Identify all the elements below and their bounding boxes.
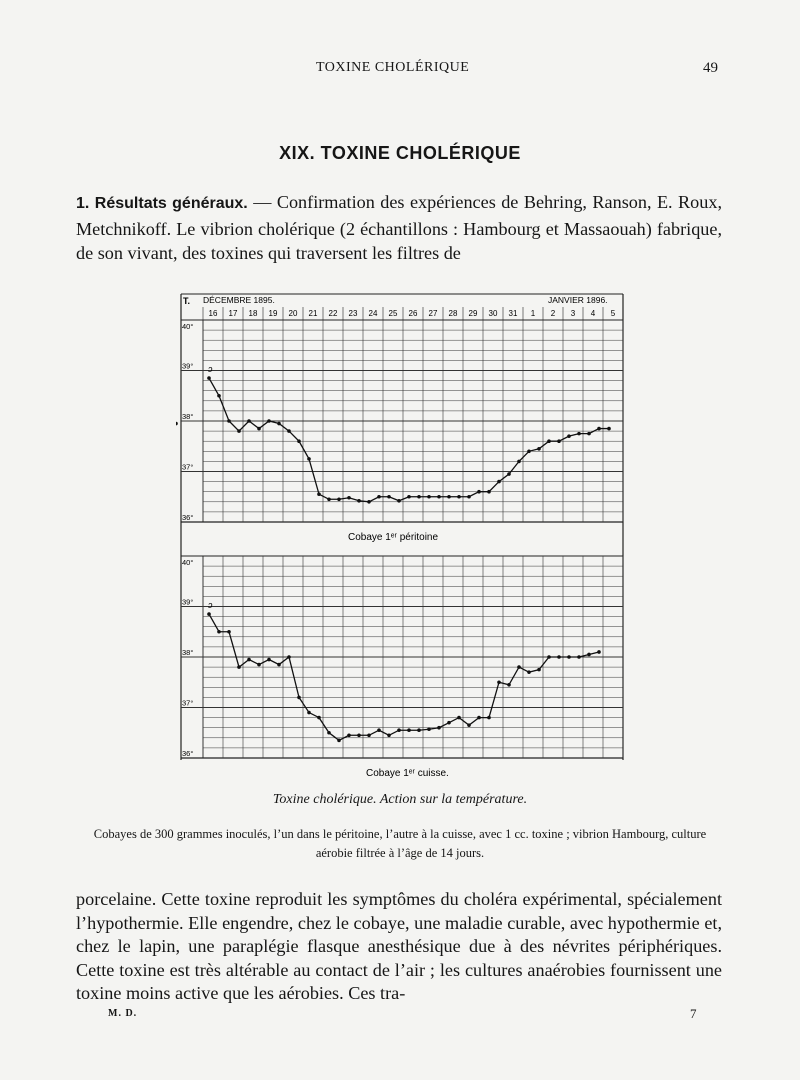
data-point xyxy=(547,655,551,659)
data-point xyxy=(317,716,321,720)
injection-marker: ↄ xyxy=(208,600,213,611)
data-point xyxy=(277,663,281,667)
data-point xyxy=(547,439,551,443)
data-point xyxy=(427,495,431,499)
day-label: 3 xyxy=(570,309,576,318)
data-point xyxy=(457,716,461,720)
data-point xyxy=(397,499,401,503)
day-label: 20 xyxy=(288,309,298,318)
y-tick-label: 40° xyxy=(182,322,194,331)
data-point xyxy=(407,728,411,732)
day-label: 23 xyxy=(348,309,358,318)
data-point xyxy=(427,727,431,731)
data-point xyxy=(587,653,591,657)
data-point xyxy=(447,495,451,499)
data-point xyxy=(347,496,351,500)
y-tick-label: 38° xyxy=(182,648,194,657)
data-point xyxy=(257,427,261,431)
data-point xyxy=(507,472,511,476)
data-point xyxy=(297,696,301,700)
data-point xyxy=(577,655,581,659)
paragraph-2: porcelaine. Cette toxine reproduit les symptômes du choléra expérimental, spécialement l’hypothermie. Elle engendre, chez le cobaye, une maladie curable, avec hypothermie et, chez le lapin, une paraplégie flasque anesthésique due à des névrites périphériques. Cette toxine est très altérable au contact de l’air ; les cultures anaérobies fournissent une toxine moins active que les aérobies. Ces tra- xyxy=(76,889,722,1004)
data-point xyxy=(307,457,311,461)
day-label: 19 xyxy=(268,309,278,318)
data-point xyxy=(537,668,541,672)
chart-2-label: Cobaye 1ᵉʳ cuisse. xyxy=(366,768,449,779)
chart-1-label: Cobaye 1ᵉʳ péritoine xyxy=(348,532,439,543)
data-point xyxy=(237,429,241,433)
data-point xyxy=(317,492,321,496)
data-point xyxy=(227,630,231,634)
data-point xyxy=(447,721,451,725)
data-point xyxy=(267,658,271,662)
day-label: 29 xyxy=(468,309,478,318)
data-point xyxy=(337,739,341,743)
month-label-january: JANVIER 1896. xyxy=(548,295,608,305)
data-point xyxy=(587,432,591,436)
data-point xyxy=(537,447,541,451)
data-point xyxy=(517,665,521,669)
data-point xyxy=(357,733,361,737)
data-point xyxy=(457,495,461,499)
data-point xyxy=(377,495,381,499)
data-point xyxy=(297,439,301,443)
day-label: 18 xyxy=(248,309,258,318)
day-label: 4 xyxy=(590,309,596,318)
figure-caption-body: Cobayes de 300 grammes inoculés, l’un dans le péritoine, l’autre à la cuisse, avec 1 cc. toxine ; vibrion Hambourg, culture aérobie filtrée à l’âge de 14 jours. xyxy=(93,827,707,860)
data-point xyxy=(467,723,471,727)
data-point xyxy=(387,495,391,499)
y-tick-label: 37° xyxy=(182,698,194,708)
printer-signature: M. D. xyxy=(108,1008,138,1019)
data-point xyxy=(437,495,441,499)
data-point xyxy=(217,394,221,398)
data-point xyxy=(597,650,601,654)
data-point xyxy=(477,716,481,720)
day-label: 16 xyxy=(208,309,218,318)
data-point xyxy=(327,497,331,501)
day-label: 24 xyxy=(368,309,378,318)
data-point xyxy=(527,670,531,674)
chart-cuisse xyxy=(181,556,623,758)
data-point xyxy=(337,497,341,501)
data-point xyxy=(367,500,371,504)
day-label: 28 xyxy=(448,309,458,318)
data-point xyxy=(527,450,531,454)
data-point xyxy=(417,495,421,499)
data-point xyxy=(607,427,611,431)
day-label: 22 xyxy=(328,309,338,318)
data-point xyxy=(487,716,491,720)
data-point xyxy=(207,376,211,380)
data-point xyxy=(227,419,231,423)
y-tick-label: 39° xyxy=(182,597,194,607)
month-label-december: DÉCEMBRE 1895. xyxy=(203,295,275,305)
data-point xyxy=(557,439,561,443)
data-point xyxy=(367,733,371,737)
data-point xyxy=(357,499,361,503)
data-point xyxy=(467,495,471,499)
data-point xyxy=(247,419,251,423)
data-point xyxy=(207,612,211,616)
chart-header xyxy=(181,294,623,760)
data-point xyxy=(577,432,581,436)
data-point xyxy=(237,665,241,669)
y-tick-label: 36° xyxy=(182,513,194,522)
day-label: 31 xyxy=(508,309,518,318)
temperature-axis-header: T. xyxy=(183,296,191,306)
data-point xyxy=(497,680,501,684)
day-label: 17 xyxy=(228,309,238,318)
data-point xyxy=(567,434,571,438)
data-point xyxy=(307,711,311,715)
data-point xyxy=(517,460,521,464)
day-label: 27 xyxy=(428,309,438,318)
data-point xyxy=(287,429,291,433)
y-tick-label: 38° xyxy=(182,412,194,421)
y-tick-label: 36° xyxy=(182,749,194,758)
chart-peritoine xyxy=(176,320,623,522)
data-point xyxy=(557,655,561,659)
data-point xyxy=(497,480,501,484)
data-point xyxy=(507,683,511,687)
section-title: XIX. TOXINE CHOLÉRIQUE xyxy=(279,143,521,163)
data-point xyxy=(176,422,178,426)
y-tick-label: 40° xyxy=(182,558,194,567)
data-point xyxy=(247,658,251,662)
data-point xyxy=(277,422,281,426)
y-tick-label: 37° xyxy=(182,462,194,472)
day-label: 30 xyxy=(488,309,498,318)
data-point xyxy=(257,663,261,667)
data-point xyxy=(217,630,221,634)
day-label: 21 xyxy=(308,309,318,318)
temperature-chart-figure xyxy=(176,290,628,780)
data-point xyxy=(397,728,401,732)
data-point xyxy=(347,733,351,737)
data-point xyxy=(487,490,491,494)
page-number: 49 xyxy=(703,60,718,76)
data-point xyxy=(287,655,291,659)
injection-marker: ↄ xyxy=(208,364,213,375)
day-label: 25 xyxy=(388,309,398,318)
data-point xyxy=(477,490,481,494)
data-point xyxy=(417,728,421,732)
running-head-title: TOXINE CHOLÉRIQUE xyxy=(316,60,470,75)
paragraph-number: 1. xyxy=(76,195,90,212)
data-point xyxy=(267,419,271,423)
paragraph-1 xyxy=(76,190,722,266)
day-label: 5 xyxy=(610,309,616,318)
data-point xyxy=(327,731,331,735)
running-head xyxy=(0,60,800,82)
data-point xyxy=(437,726,441,730)
day-label: 26 xyxy=(408,309,418,318)
day-label: 2 xyxy=(550,309,556,318)
y-tick-label: 39° xyxy=(182,361,194,371)
figure-caption-title: Toxine cholérique. Action sur la température. xyxy=(272,792,528,807)
data-point xyxy=(407,495,411,499)
data-point xyxy=(387,733,391,737)
data-point xyxy=(597,427,601,431)
data-point xyxy=(567,655,571,659)
paragraph-1-text: — Confirmation des expériences de Behring, Ranson, E. Roux, Metchnikoff. Le vibrion cholérique (2 échantillons : Hambourg et Massaouah) fabrique, de son vivant, des toxines qui traversent les filtres de xyxy=(76,192,723,263)
sheet-number: 7 xyxy=(690,1006,697,1021)
data-point xyxy=(377,728,381,732)
day-label: 1 xyxy=(530,309,536,318)
paragraph-heading: Résultats généraux. xyxy=(94,195,248,212)
